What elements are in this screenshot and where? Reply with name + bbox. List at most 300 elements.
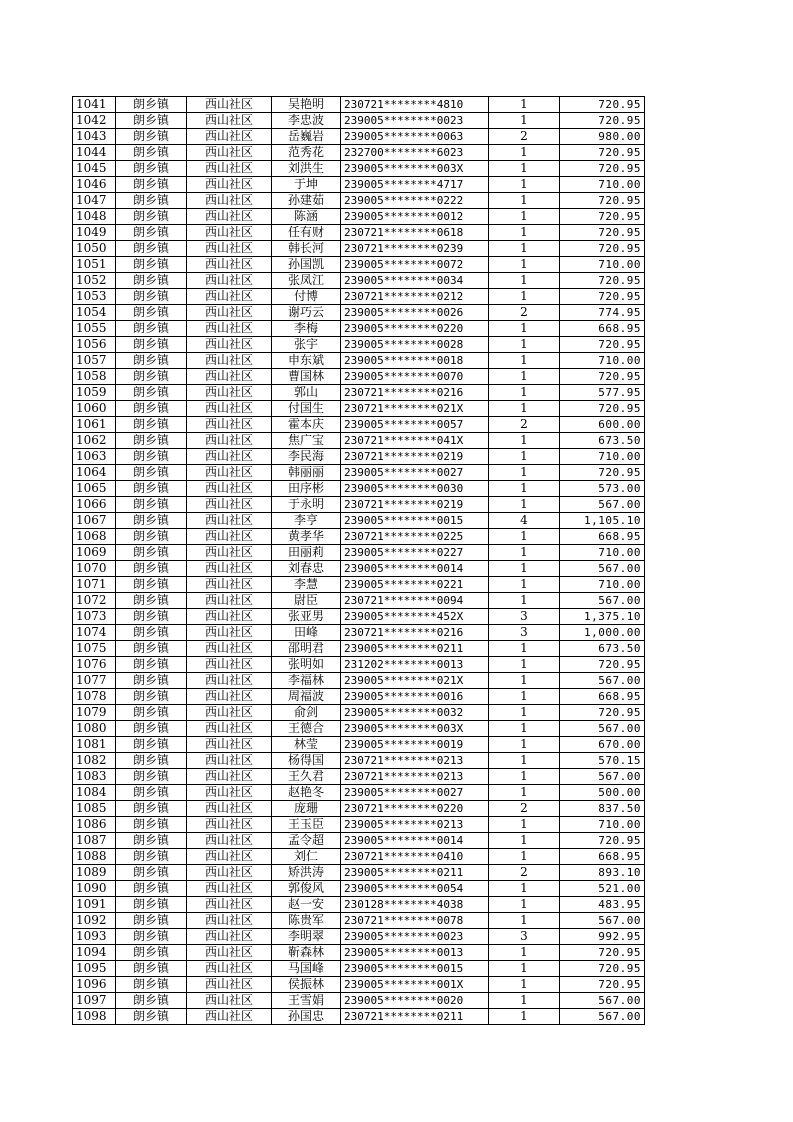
table-row <box>73 321 645 337</box>
town-cell: 朗乡镇 <box>116 929 187 945</box>
household-count-cell: 1 <box>489 689 560 705</box>
table-row <box>73 577 645 593</box>
community-cell: 西山社区 <box>187 625 272 641</box>
row-number-cell: 1085 <box>73 801 116 817</box>
name-cell: 李民海 <box>272 449 341 465</box>
town-cell: 朗乡镇 <box>116 657 187 673</box>
name-cell: 田峰 <box>272 625 341 641</box>
id-number-cell: 230721********0225 <box>341 529 489 545</box>
table-row <box>73 401 645 417</box>
amount-cell: 483.95 <box>560 897 645 913</box>
town-cell: 朗乡镇 <box>116 817 187 833</box>
household-count-cell: 1 <box>489 881 560 897</box>
amount-cell: 720.95 <box>560 337 645 353</box>
name-cell: 邵明君 <box>272 641 341 657</box>
table-row <box>73 241 645 257</box>
id-number-cell: 230721********0216 <box>341 385 489 401</box>
name-cell: 周福波 <box>272 689 341 705</box>
town-cell: 朗乡镇 <box>116 801 187 817</box>
row-number-cell: 1055 <box>73 321 116 337</box>
id-number-cell: 230721********0213 <box>341 769 489 785</box>
row-number-cell: 1088 <box>73 849 116 865</box>
community-cell: 西山社区 <box>187 529 272 545</box>
id-number-cell: 239005********0221 <box>341 577 489 593</box>
table-row <box>73 129 645 145</box>
community-cell: 西山社区 <box>187 961 272 977</box>
row-number-cell: 1067 <box>73 513 116 529</box>
name-cell: 王玉臣 <box>272 817 341 833</box>
household-count-cell: 1 <box>489 145 560 161</box>
amount-cell: 500.00 <box>560 785 645 801</box>
household-count-cell: 1 <box>489 673 560 689</box>
table-row <box>73 657 645 673</box>
town-cell: 朗乡镇 <box>116 721 187 737</box>
community-cell: 西山社区 <box>187 497 272 513</box>
id-number-cell: 239005********0012 <box>341 209 489 225</box>
row-number-cell: 1065 <box>73 481 116 497</box>
name-cell: 孙建茹 <box>272 193 341 209</box>
id-number-cell: 230721********0410 <box>341 849 489 865</box>
community-cell: 西山社区 <box>187 97 272 113</box>
town-cell: 朗乡镇 <box>116 977 187 993</box>
row-number-cell: 1054 <box>73 305 116 321</box>
table-row <box>73 865 645 881</box>
household-count-cell: 1 <box>489 433 560 449</box>
row-number-cell: 1051 <box>73 257 116 273</box>
amount-cell: 710.00 <box>560 577 645 593</box>
row-number-cell: 1060 <box>73 401 116 417</box>
id-number-cell: 239005********0222 <box>341 193 489 209</box>
amount-cell: 720.95 <box>560 401 645 417</box>
community-cell: 西山社区 <box>187 337 272 353</box>
id-number-cell: 239005********0013 <box>341 945 489 961</box>
household-count-cell: 3 <box>489 625 560 641</box>
town-cell: 朗乡镇 <box>116 449 187 465</box>
amount-cell: 567.00 <box>560 721 645 737</box>
household-count-cell: 1 <box>489 385 560 401</box>
table-row <box>73 817 645 833</box>
community-cell: 西山社区 <box>187 145 272 161</box>
id-number-cell: 239005********0028 <box>341 337 489 353</box>
row-number-cell: 1077 <box>73 673 116 689</box>
row-number-cell: 1097 <box>73 993 116 1009</box>
row-number-cell: 1076 <box>73 657 116 673</box>
amount-cell: 720.95 <box>560 113 645 129</box>
town-cell: 朗乡镇 <box>116 481 187 497</box>
household-count-cell: 2 <box>489 305 560 321</box>
id-number-cell: 239005********0070 <box>341 369 489 385</box>
community-cell: 西山社区 <box>187 801 272 817</box>
id-number-cell: 239005********0057 <box>341 417 489 433</box>
amount-cell: 720.95 <box>560 833 645 849</box>
household-count-cell: 1 <box>489 577 560 593</box>
row-number-cell: 1068 <box>73 529 116 545</box>
community-cell: 西山社区 <box>187 577 272 593</box>
community-cell: 西山社区 <box>187 913 272 929</box>
household-count-cell: 1 <box>489 481 560 497</box>
community-cell: 西山社区 <box>187 353 272 369</box>
table-row <box>73 449 645 465</box>
id-number-cell: 230721********0213 <box>341 753 489 769</box>
community-cell: 西山社区 <box>187 273 272 289</box>
row-number-cell: 1073 <box>73 609 116 625</box>
amount-cell: 1,000.00 <box>560 625 645 641</box>
id-number-cell: 239005********0020 <box>341 993 489 1009</box>
row-number-cell: 1089 <box>73 865 116 881</box>
row-number-cell: 1094 <box>73 945 116 961</box>
name-cell: 田序彬 <box>272 481 341 497</box>
community-cell: 西山社区 <box>187 753 272 769</box>
row-number-cell: 1069 <box>73 545 116 561</box>
household-count-cell: 3 <box>489 609 560 625</box>
town-cell: 朗乡镇 <box>116 881 187 897</box>
amount-cell: 710.00 <box>560 449 645 465</box>
community-cell: 西山社区 <box>187 545 272 561</box>
id-number-cell: 239005********0227 <box>341 545 489 561</box>
table-row <box>73 721 645 737</box>
row-number-cell: 1045 <box>73 161 116 177</box>
id-number-cell: 230721********4810 <box>341 97 489 113</box>
household-count-cell: 1 <box>489 337 560 353</box>
town-cell: 朗乡镇 <box>116 753 187 769</box>
town-cell: 朗乡镇 <box>116 529 187 545</box>
household-count-cell: 1 <box>489 993 560 1009</box>
id-number-cell: 239005********003X <box>341 161 489 177</box>
household-count-cell: 1 <box>489 193 560 209</box>
amount-cell: 710.00 <box>560 177 645 193</box>
row-number-cell: 1058 <box>73 369 116 385</box>
amount-cell: 567.00 <box>560 497 645 513</box>
amount-cell: 600.00 <box>560 417 645 433</box>
household-count-cell: 1 <box>489 769 560 785</box>
name-cell: 韩长河 <box>272 241 341 257</box>
town-cell: 朗乡镇 <box>116 865 187 881</box>
amount-cell: 668.95 <box>560 529 645 545</box>
row-number-cell: 1052 <box>73 273 116 289</box>
name-cell: 霍本庆 <box>272 417 341 433</box>
name-cell: 刘仁 <box>272 849 341 865</box>
id-number-cell: 239005********021X <box>341 673 489 689</box>
data-table <box>72 96 645 1025</box>
id-number-cell: 239005********0027 <box>341 785 489 801</box>
table-row <box>73 289 645 305</box>
household-count-cell: 1 <box>489 465 560 481</box>
community-cell: 西山社区 <box>187 705 272 721</box>
id-number-cell: 239005********0015 <box>341 513 489 529</box>
amount-cell: 673.50 <box>560 433 645 449</box>
id-number-cell: 239005********0072 <box>341 257 489 273</box>
row-number-cell: 1043 <box>73 129 116 145</box>
name-cell: 杨得国 <box>272 753 341 769</box>
household-count-cell: 2 <box>489 417 560 433</box>
household-count-cell: 1 <box>489 497 560 513</box>
row-number-cell: 1061 <box>73 417 116 433</box>
household-count-cell: 1 <box>489 721 560 737</box>
community-cell: 西山社区 <box>187 401 272 417</box>
id-number-cell: 230721********0239 <box>341 241 489 257</box>
household-count-cell: 1 <box>489 833 560 849</box>
amount-cell: 567.00 <box>560 561 645 577</box>
name-cell: 俞剑 <box>272 705 341 721</box>
amount-cell: 720.95 <box>560 657 645 673</box>
id-number-cell: 239005********0213 <box>341 817 489 833</box>
community-cell: 西山社区 <box>187 593 272 609</box>
row-number-cell: 1063 <box>73 449 116 465</box>
row-number-cell: 1072 <box>73 593 116 609</box>
household-count-cell: 1 <box>489 561 560 577</box>
row-number-cell: 1044 <box>73 145 116 161</box>
name-cell: 矫洪涛 <box>272 865 341 881</box>
table-row <box>73 385 645 401</box>
amount-cell: 720.95 <box>560 145 645 161</box>
name-cell: 赵一安 <box>272 897 341 913</box>
table-row <box>73 257 645 273</box>
community-cell: 西山社区 <box>187 833 272 849</box>
community-cell: 西山社区 <box>187 225 272 241</box>
row-number-cell: 1096 <box>73 977 116 993</box>
community-cell: 西山社区 <box>187 257 272 273</box>
row-number-cell: 1041 <box>73 97 116 113</box>
name-cell: 张宇 <box>272 337 341 353</box>
id-number-cell: 230721********041X <box>341 433 489 449</box>
name-cell: 王久君 <box>272 769 341 785</box>
table-row <box>73 977 645 993</box>
name-cell: 李慧 <box>272 577 341 593</box>
town-cell: 朗乡镇 <box>116 145 187 161</box>
household-count-cell: 1 <box>489 753 560 769</box>
community-cell: 西山社区 <box>187 369 272 385</box>
amount-cell: 1,105.10 <box>560 513 645 529</box>
amount-cell: 720.95 <box>560 193 645 209</box>
amount-cell: 567.00 <box>560 1009 645 1025</box>
community-cell: 西山社区 <box>187 737 272 753</box>
name-cell: 李福林 <box>272 673 341 689</box>
table-row <box>73 769 645 785</box>
id-number-cell: 239005********0015 <box>341 961 489 977</box>
table-row <box>73 497 645 513</box>
town-cell: 朗乡镇 <box>116 225 187 241</box>
town-cell: 朗乡镇 <box>116 289 187 305</box>
row-number-cell: 1093 <box>73 929 116 945</box>
amount-cell: 567.00 <box>560 913 645 929</box>
community-cell: 西山社区 <box>187 433 272 449</box>
town-cell: 朗乡镇 <box>116 257 187 273</box>
table-row <box>73 961 645 977</box>
row-number-cell: 1095 <box>73 961 116 977</box>
table-row <box>73 993 645 1009</box>
id-number-cell: 230128********4038 <box>341 897 489 913</box>
id-number-cell: 230721********0618 <box>341 225 489 241</box>
town-cell: 朗乡镇 <box>116 209 187 225</box>
id-number-cell: 239005********0016 <box>341 689 489 705</box>
name-cell: 田丽莉 <box>272 545 341 561</box>
table-row <box>73 753 645 769</box>
table-row <box>73 145 645 161</box>
row-number-cell: 1081 <box>73 737 116 753</box>
row-number-cell: 1064 <box>73 465 116 481</box>
town-cell: 朗乡镇 <box>116 321 187 337</box>
community-cell: 西山社区 <box>187 785 272 801</box>
town-cell: 朗乡镇 <box>116 625 187 641</box>
household-count-cell: 1 <box>489 161 560 177</box>
town-cell: 朗乡镇 <box>116 385 187 401</box>
id-number-cell: 230721********0211 <box>341 1009 489 1025</box>
id-number-cell: 239005********003X <box>341 721 489 737</box>
id-number-cell: 239005********0211 <box>341 641 489 657</box>
row-number-cell: 1059 <box>73 385 116 401</box>
household-count-cell: 1 <box>489 529 560 545</box>
community-cell: 西山社区 <box>187 161 272 177</box>
town-cell: 朗乡镇 <box>116 369 187 385</box>
id-number-cell: 230721********0219 <box>341 497 489 513</box>
table-row <box>73 945 645 961</box>
community-cell: 西山社区 <box>187 721 272 737</box>
table-row <box>73 433 645 449</box>
amount-cell: 567.00 <box>560 593 645 609</box>
row-number-cell: 1053 <box>73 289 116 305</box>
community-cell: 西山社区 <box>187 417 272 433</box>
table-row <box>73 625 645 641</box>
household-count-cell: 1 <box>489 705 560 721</box>
table-row <box>73 929 645 945</box>
name-cell: 李亨 <box>272 513 341 529</box>
table-row <box>73 305 645 321</box>
table-row <box>73 881 645 897</box>
amount-cell: 720.95 <box>560 369 645 385</box>
amount-cell: 893.10 <box>560 865 645 881</box>
town-cell: 朗乡镇 <box>116 737 187 753</box>
amount-cell: 720.95 <box>560 97 645 113</box>
table-row <box>73 609 645 625</box>
town-cell: 朗乡镇 <box>116 401 187 417</box>
household-count-cell: 1 <box>489 273 560 289</box>
town-cell: 朗乡镇 <box>116 97 187 113</box>
community-cell: 西山社区 <box>187 641 272 657</box>
town-cell: 朗乡镇 <box>116 705 187 721</box>
name-cell: 林莹 <box>272 737 341 753</box>
row-number-cell: 1098 <box>73 1009 116 1025</box>
id-number-cell: 239005********0034 <box>341 273 489 289</box>
community-cell: 西山社区 <box>187 561 272 577</box>
name-cell: 马国峰 <box>272 961 341 977</box>
community-cell: 西山社区 <box>187 689 272 705</box>
table-row <box>73 417 645 433</box>
household-count-cell: 1 <box>489 321 560 337</box>
table-row <box>73 337 645 353</box>
amount-cell: 774.95 <box>560 305 645 321</box>
community-cell: 西山社区 <box>187 977 272 993</box>
name-cell: 孙国忠 <box>272 1009 341 1025</box>
name-cell: 焦广宝 <box>272 433 341 449</box>
name-cell: 李忠波 <box>272 113 341 129</box>
amount-cell: 710.00 <box>560 817 645 833</box>
id-number-cell: 239005********0027 <box>341 465 489 481</box>
table-row <box>73 209 645 225</box>
town-cell: 朗乡镇 <box>116 577 187 593</box>
row-number-cell: 1046 <box>73 177 116 193</box>
amount-cell: 720.95 <box>560 465 645 481</box>
table-row <box>73 833 645 849</box>
community-cell: 西山社区 <box>187 385 272 401</box>
household-count-cell: 1 <box>489 257 560 273</box>
table-row <box>73 193 645 209</box>
community-cell: 西山社区 <box>187 113 272 129</box>
amount-cell: 720.95 <box>560 961 645 977</box>
community-cell: 西山社区 <box>187 881 272 897</box>
name-cell: 王雪娟 <box>272 993 341 1009</box>
town-cell: 朗乡镇 <box>116 161 187 177</box>
row-number-cell: 1080 <box>73 721 116 737</box>
row-number-cell: 1050 <box>73 241 116 257</box>
table-row <box>73 785 645 801</box>
name-cell: 黄孝华 <box>272 529 341 545</box>
household-count-cell: 2 <box>489 865 560 881</box>
household-count-cell: 2 <box>489 129 560 145</box>
id-number-cell: 239005********0030 <box>341 481 489 497</box>
name-cell: 赵艳冬 <box>272 785 341 801</box>
table-row <box>73 593 645 609</box>
town-cell: 朗乡镇 <box>116 305 187 321</box>
table-row <box>73 849 645 865</box>
town-cell: 朗乡镇 <box>116 241 187 257</box>
id-number-cell: 231202********0013 <box>341 657 489 673</box>
town-cell: 朗乡镇 <box>116 689 187 705</box>
row-number-cell: 1074 <box>73 625 116 641</box>
household-count-cell: 1 <box>489 353 560 369</box>
table-row <box>73 913 645 929</box>
amount-cell: 720.95 <box>560 161 645 177</box>
town-cell: 朗乡镇 <box>116 961 187 977</box>
household-count-cell: 1 <box>489 225 560 241</box>
household-count-cell: 1 <box>489 209 560 225</box>
id-number-cell: 239005********0032 <box>341 705 489 721</box>
name-cell: 吴艳明 <box>272 97 341 113</box>
household-count-cell: 1 <box>489 641 560 657</box>
town-cell: 朗乡镇 <box>116 993 187 1009</box>
amount-cell: 570.15 <box>560 753 645 769</box>
id-number-cell: 239005********0018 <box>341 353 489 369</box>
amount-cell: 710.00 <box>560 545 645 561</box>
amount-cell: 567.00 <box>560 673 645 689</box>
table-row <box>73 353 645 369</box>
household-count-cell: 1 <box>489 289 560 305</box>
amount-cell: 668.95 <box>560 689 645 705</box>
name-cell: 孙国凯 <box>272 257 341 273</box>
amount-cell: 720.95 <box>560 289 645 305</box>
name-cell: 申东斌 <box>272 353 341 369</box>
row-number-cell: 1048 <box>73 209 116 225</box>
community-cell: 西山社区 <box>187 241 272 257</box>
town-cell: 朗乡镇 <box>116 641 187 657</box>
community-cell: 西山社区 <box>187 465 272 481</box>
household-count-cell: 1 <box>489 177 560 193</box>
id-number-cell: 232700********6023 <box>341 145 489 161</box>
table-row <box>73 481 645 497</box>
row-number-cell: 1082 <box>73 753 116 769</box>
row-number-cell: 1049 <box>73 225 116 241</box>
town-cell: 朗乡镇 <box>116 769 187 785</box>
town-cell: 朗乡镇 <box>116 337 187 353</box>
table-row <box>73 545 645 561</box>
id-number-cell: 230721********021X <box>341 401 489 417</box>
name-cell: 孟令超 <box>272 833 341 849</box>
table-row <box>73 1009 645 1025</box>
table-row <box>73 97 645 113</box>
community-cell: 西山社区 <box>187 513 272 529</box>
community-cell: 西山社区 <box>187 929 272 945</box>
table-row <box>73 705 645 721</box>
town-cell: 朗乡镇 <box>116 897 187 913</box>
